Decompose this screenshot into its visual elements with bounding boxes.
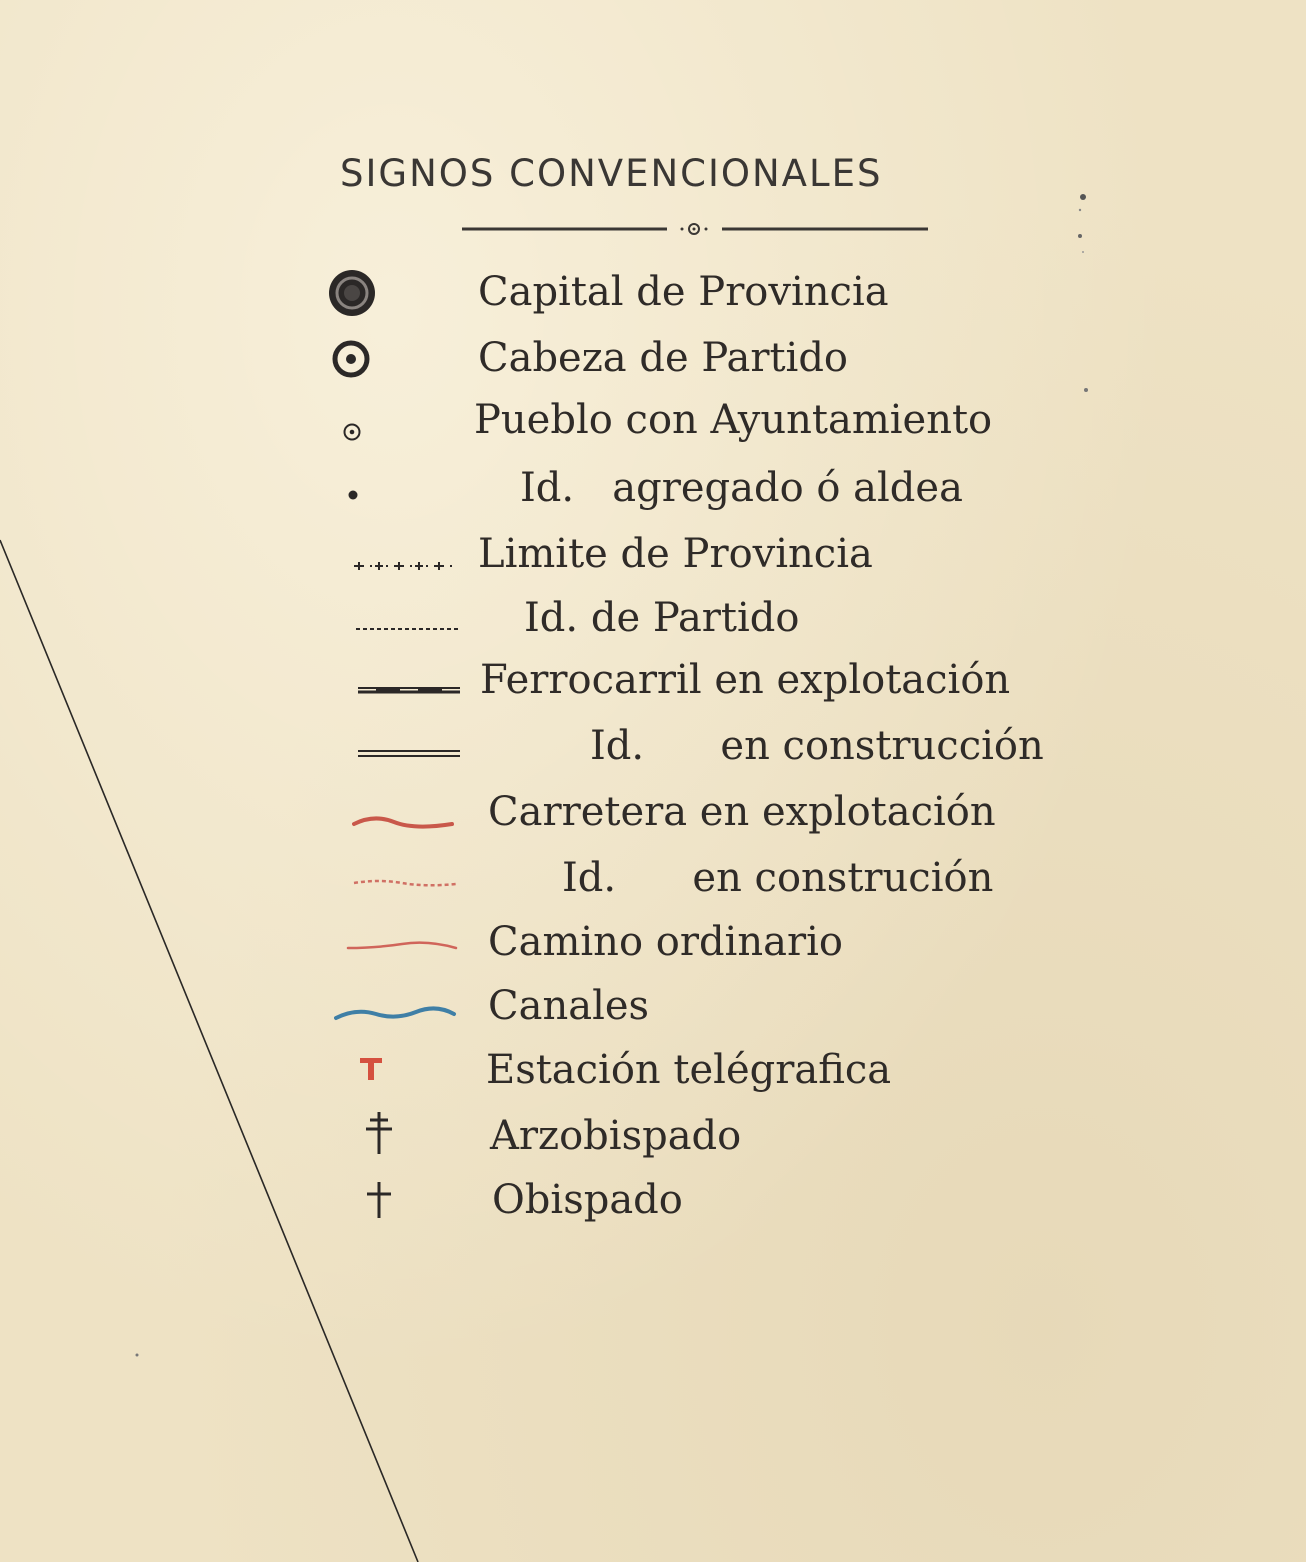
legend-label: Camino ordinario: [488, 919, 843, 965]
cross-icon: [364, 1180, 394, 1220]
legend-item-canales: [0, 978, 1306, 1038]
legend-title: SIGNOS CONVENCIONALES: [340, 152, 883, 195]
legend-label: Canales: [488, 983, 650, 1029]
blue-wavy-line-icon: [334, 1002, 458, 1024]
red-wavy-line-icon: [352, 810, 456, 832]
legend-item-ferrocarril-explotacion: [0, 654, 1306, 714]
red-t-icon: [358, 1054, 384, 1082]
legend-item-carretera-construccion: [0, 852, 1306, 912]
legend-label: Limite de Provincia: [478, 531, 873, 577]
legend-item-carretera-explotacion: [0, 784, 1306, 844]
legend-label: Id. agregado ó aldea: [520, 465, 963, 511]
small-ring-dot-icon: [341, 421, 363, 443]
double-circle-filled-icon: [326, 267, 378, 319]
red-thin-wavy-line-icon: [346, 938, 460, 954]
railway-solid-line-icon: [356, 682, 464, 698]
legend-item-camino: [0, 914, 1306, 974]
dot-icon: [346, 488, 360, 502]
railway-double-line-icon: [356, 746, 464, 760]
red-dotted-line-icon: [352, 876, 460, 890]
legend-item-agregado: [0, 460, 1306, 520]
legend-label: Ferrocarril en explotación: [480, 657, 1011, 703]
legend-label: Id. en construcción: [590, 723, 1044, 769]
legend-item-pueblo: [0, 394, 1306, 454]
legend-item-arzobispado: [0, 1108, 1306, 1168]
double-cross-icon: [362, 1110, 396, 1156]
legend-label: Carretera en explotación: [488, 789, 996, 835]
dotted-line-icon: [354, 624, 460, 634]
legend-label: Id. en construción: [562, 855, 994, 901]
legend-item-limite-partido: [0, 590, 1306, 650]
legend-label: Obispado: [492, 1177, 683, 1223]
legend-item-ferrocarril-construccion: [0, 718, 1306, 778]
plus-dotted-line-icon: [350, 558, 462, 574]
legend-label: Id. de Partido: [524, 595, 800, 641]
legend-item-cabeza: [0, 330, 1306, 390]
legend-item-telegrafo: [0, 1042, 1306, 1102]
legend-label: Pueblo con Ayuntamiento: [474, 397, 993, 443]
title-ornament-rule: [462, 218, 932, 240]
legend-label: Estación telégrafica: [486, 1047, 892, 1093]
legend-label: Capital de Provincia: [478, 269, 889, 315]
ring-dot-icon: [330, 338, 372, 380]
legend-label: Cabeza de Partido: [478, 335, 848, 381]
legend-item-capital: [0, 262, 1306, 322]
legend-label: Arzobispado: [490, 1113, 742, 1159]
legend-item-limite-provincia: [0, 526, 1306, 586]
legend-item-obispado: [0, 1174, 1306, 1234]
